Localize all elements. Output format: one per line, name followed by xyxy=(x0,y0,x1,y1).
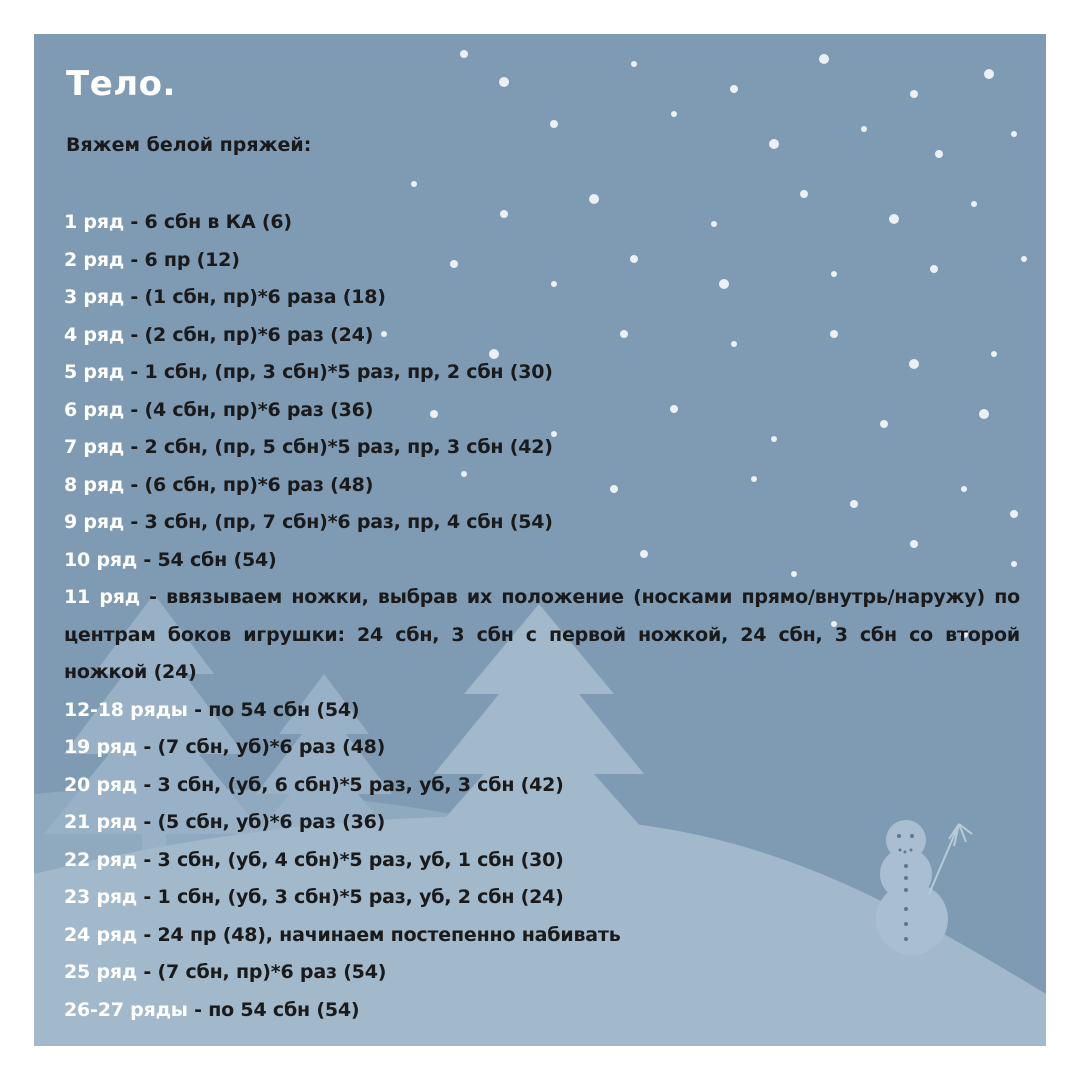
row-label: 25 ряд xyxy=(64,961,138,983)
pattern-row xyxy=(64,917,1020,955)
pattern-row xyxy=(64,767,1020,805)
row-label: 6 ряд xyxy=(64,398,124,421)
snowflake xyxy=(631,61,637,67)
row-label: 20 ряд xyxy=(64,773,138,796)
pattern-row xyxy=(64,579,1020,692)
row-label: 5 ряд xyxy=(64,361,124,383)
snowflake xyxy=(769,139,779,149)
pattern-row xyxy=(64,729,1020,767)
row-label: 26-27 ряды xyxy=(64,998,188,1021)
row-instruction: - 54 сбн (54) xyxy=(137,548,277,571)
row-label: 7 ряд xyxy=(64,436,124,458)
snowflake xyxy=(910,90,918,98)
snowflake xyxy=(1021,256,1027,262)
row-label: 22 ряд xyxy=(64,848,138,871)
row-instruction: - 3 сбн, (уб, 6 сбн)*5 раз, уб, 3 сбн (42) xyxy=(137,773,564,796)
pattern-row xyxy=(64,242,1020,280)
row-label: 10 ряд xyxy=(64,548,138,571)
pattern-row xyxy=(64,317,1020,355)
pattern-row xyxy=(64,992,1020,1030)
row-instruction: - (2 сбн, пр)*6 раз (24) xyxy=(123,323,374,346)
row-label: 4 ряд xyxy=(64,323,124,346)
row-instruction: - (7 сбн, пр)*6 раз (54) xyxy=(137,961,387,983)
pattern-row xyxy=(64,804,1020,842)
pattern-card xyxy=(34,34,1046,1046)
row-label: 24 ряд xyxy=(64,923,138,946)
page-title: Тело. xyxy=(66,64,176,104)
pattern-row xyxy=(64,204,1020,242)
pattern-row xyxy=(64,279,1020,317)
row-label: 19 ряд xyxy=(64,736,138,758)
pattern-row xyxy=(64,392,1020,430)
row-instruction: - по 54 сбн (54) xyxy=(187,998,360,1021)
pattern-row xyxy=(64,842,1020,880)
snowflake xyxy=(589,194,599,204)
row-instruction: - (7 сбн, уб)*6 раз (48) xyxy=(137,736,386,758)
snowflake xyxy=(984,69,994,79)
pattern-row xyxy=(64,504,1020,542)
row-instruction: - 24 пр (48), начинаем постепенно набивать xyxy=(137,923,621,946)
snowflake xyxy=(550,120,558,128)
pattern-row xyxy=(64,542,1020,580)
row-label: 2 ряд xyxy=(64,248,124,271)
snowflake xyxy=(730,85,738,93)
row-label: 3 ряд xyxy=(64,286,124,308)
row-instruction: - (6 сбн, пр)*6 раз (48) xyxy=(123,473,374,496)
row-label: 8 ряд xyxy=(64,473,124,496)
snowflake xyxy=(819,54,829,64)
row-instruction: - ввязываем ножки, выбрав их положение (носками прямо/внутрь/наружу) по центрам боков игрушки: 24 сбн, 3 сбн с первой ножкой, 24 сбн, 3 сбн со второй ножкой (24) xyxy=(64,586,1020,683)
row-label: 11 ряд xyxy=(64,586,140,608)
row-instruction: - (5 сбн, уб)*6 раз (36) xyxy=(137,811,386,833)
row-label: 21 ряд xyxy=(64,811,138,833)
pattern-row xyxy=(64,467,1020,505)
row-instruction: - 3 сбн, (пр, 7 сбн)*6 раз, пр, 4 сбн (54) xyxy=(123,511,553,533)
row-label: 23 ряд xyxy=(64,886,138,908)
row-instruction: - 6 пр (12) xyxy=(123,248,240,271)
snowflake xyxy=(671,111,677,117)
row-label: 9 ряд xyxy=(64,511,124,533)
snowflake xyxy=(861,126,867,132)
row-instruction: - (4 сбн, пр)*6 раз (36) xyxy=(123,398,374,421)
row-instruction: - 1 сбн, (уб, 3 сбн)*5 раз, уб, 2 сбн (24) xyxy=(137,886,564,908)
row-label: 1 ряд xyxy=(64,211,124,233)
row-instruction: - 1 сбн, (пр, 3 сбн)*5 раз, пр, 2 сбн (30) xyxy=(123,361,553,383)
pattern-row xyxy=(64,879,1020,917)
row-instruction: - 2 сбн, (пр, 5 сбн)*5 раз, пр, 3 сбн (42) xyxy=(123,436,553,458)
snowflake xyxy=(460,50,468,58)
pattern-row xyxy=(64,429,1020,467)
snowflake xyxy=(800,190,808,198)
pattern-row xyxy=(64,692,1020,730)
row-instruction: - 6 сбн в КА (6) xyxy=(123,211,292,233)
snowflake xyxy=(1011,131,1017,137)
row-instruction: - по 54 сбн (54) xyxy=(187,698,360,721)
pattern-row xyxy=(64,954,1020,992)
intro-text: Вяжем белой пряжей: xyxy=(66,134,312,156)
pattern-rows xyxy=(64,204,1020,1029)
snowflake xyxy=(499,77,509,87)
row-label: 12-18 ряды xyxy=(64,698,188,721)
row-instruction: - (1 сбн, пр)*6 раза (18) xyxy=(123,286,386,308)
snowflake xyxy=(935,150,943,158)
snowflake xyxy=(411,181,417,187)
pattern-row xyxy=(64,354,1020,392)
row-instruction: - 3 сбн, (уб, 4 сбн)*5 раз, уб, 1 сбн (30) xyxy=(137,848,564,871)
